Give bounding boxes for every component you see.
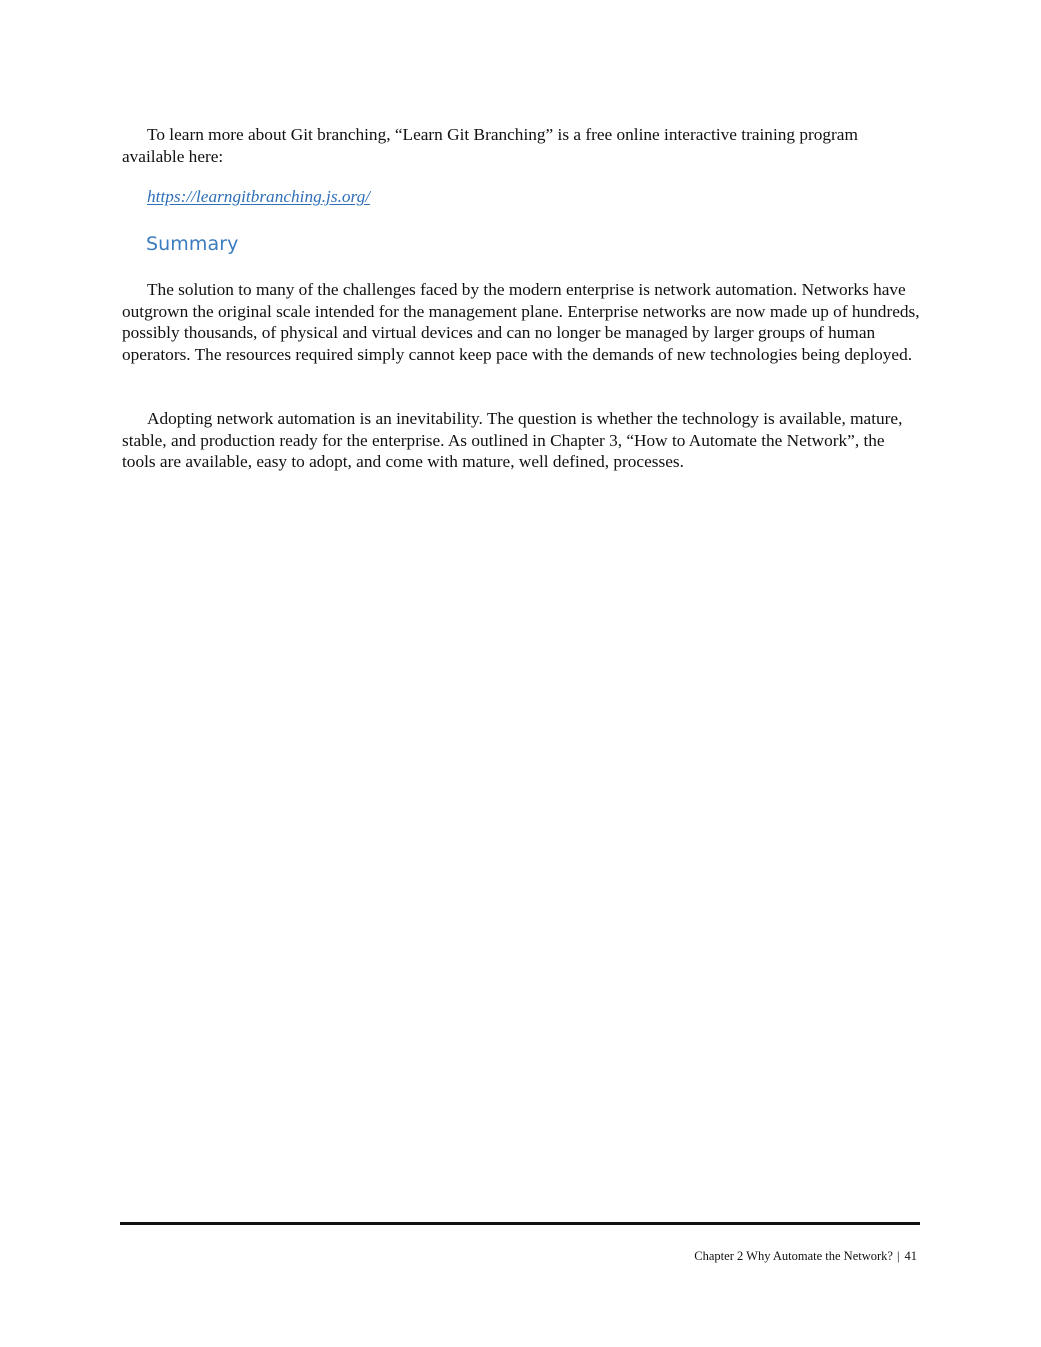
footer-chapter-title: Chapter 2 Why Automate the Network? (694, 1249, 893, 1263)
page-number: 41 (904, 1249, 917, 1263)
learn-git-branching-link[interactable]: https://learngitbranching.js.org/ (147, 187, 371, 206)
intro-paragraph: To learn more about Git branching, “Learn Git Branching” is a free online interactive training program available here: (122, 125, 858, 166)
summary-paragraph-1: The solution to many of the challenges faced by the modern enterprise is network automation. Networks have outgrown the original scale intended for the management plane. Enterprise networks are now made up of hundreds, possibly thousands, of physical and virtual devices and can no longer be managed by larger groups of human operators. The resources required simply cannot keep pace with the demands of new technologies being deployed. (122, 280, 920, 364)
summary-paragraph-2: Adopting network automation is an inevitability. The question is whether the technology is available, mature, stable, and production ready for the enterprise. As outlined in Chapter 3, “How to Automate the Network”, the tools are available, easy to adopt, and come with mature, well defined, processes. (122, 409, 903, 472)
summary-heading: Summary (146, 233, 239, 255)
link-line (147, 186, 370, 208)
footer-divider (120, 1222, 920, 1225)
page-footer (694, 1249, 917, 1264)
footer-separator: | (896, 1249, 900, 1263)
